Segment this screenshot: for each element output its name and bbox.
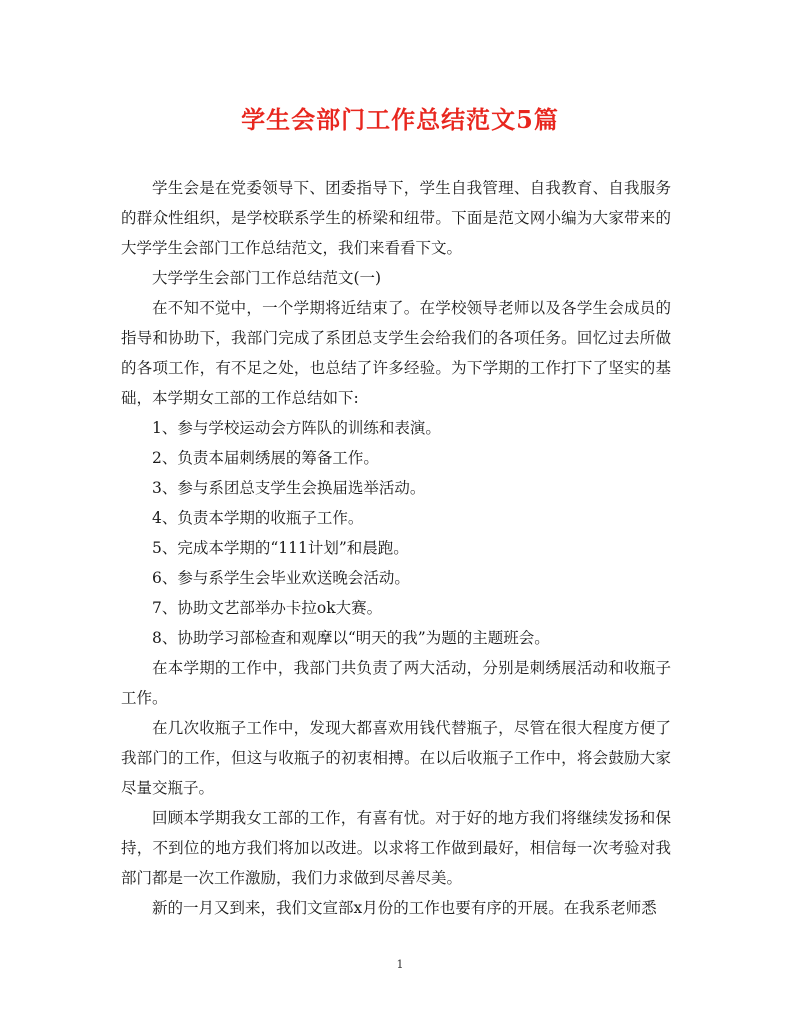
- section-heading: 大学学生会部门工作总结范文(一): [152, 269, 382, 287]
- list-item: 7、协助文艺部举办卡拉ok大赛。: [152, 599, 383, 617]
- document-body: [121, 173, 671, 923]
- document-title: 学生会部门工作总结范文5篇: [241, 105, 559, 134]
- list-item: 3、参与系团总支学生会换届选举活动。: [152, 479, 426, 497]
- paragraph-3: 在几次收瓶子工作中，发现大都喜欢用钱代替瓶子，尽管在很大程度方便了我部门的工作，但这与收瓶子的初衷相搏。在以后收瓶子工作中，将会鼓励大家尽量交瓶子。: [121, 719, 671, 797]
- paragraph-2: 在本学期的工作中，我部门共负责了两大活动，分别是刺绣展活动和收瓶子工作。: [121, 659, 671, 707]
- list-item: 1、参与学校运动会方阵队的训练和表演。: [152, 419, 441, 437]
- list-item: 8、协助学习部检查和观摩以“明天的我”为题的主题班会。: [152, 629, 550, 647]
- paragraph-1: 在不知不觉中，一个学期将近结束了。在学校领导老师以及各学生会成员的指导和协助下，我部门完成了系团总支学生会给我们的各项任务。回忆过去所做的各项工作，有不足之处，也总结了许多经验。为下学期的工作打下了坚实的基础，本学期女工部的工作总结如下:: [121, 299, 671, 407]
- list-item: 2、负责本届刺绣展的筹备工作。: [152, 449, 379, 467]
- paragraph-5: 新的一月又到来，我们文宣部x月份的工作也要有序的开展。在我系老师悉: [152, 899, 657, 917]
- list-item: 5、完成本学期的“111计划”和晨跑。: [152, 539, 409, 557]
- intro-paragraph: 学生会是在党委领导下、团委指导下，学生自我管理、自我教育、自我服务的群众性组织，是学校联系学生的桥梁和纽带。下面是范文网小编为大家带来的大学学生会部门工作总结范文，我们来看看下文。: [121, 179, 671, 257]
- paragraph-4: 回顾本学期我女工部的工作，有喜有忧。对于好的地方我们将继续发扬和保持，不到位的地方我们将加以改进。以求将工作做到最好，相信每一次考验对我部门都是一次工作激励，我们力求做到尽善尽美。: [121, 809, 671, 887]
- list-item: 4、负责本学期的收瓶子工作。: [152, 509, 364, 527]
- list-item: 6、参与系学生会毕业欢送晚会活动。: [152, 569, 410, 587]
- page-number: 1: [396, 958, 404, 971]
